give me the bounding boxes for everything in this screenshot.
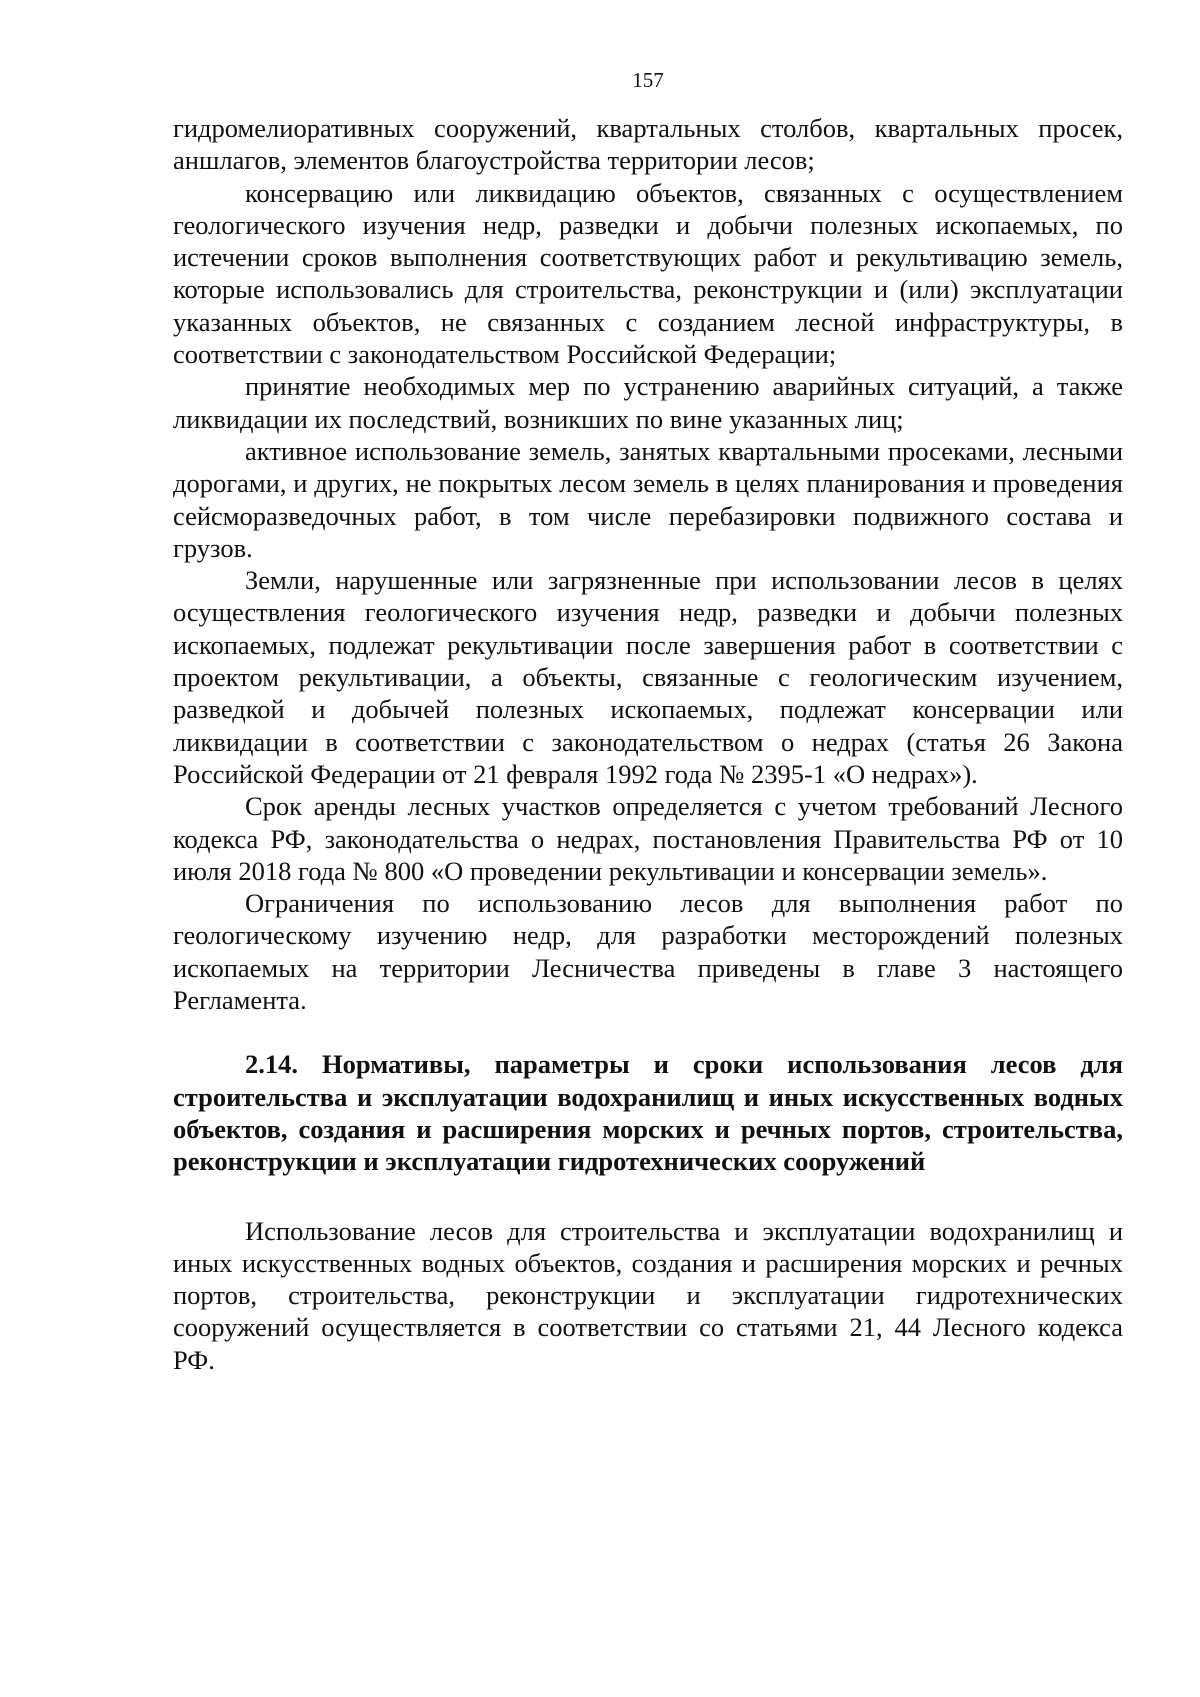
page-number: 157 (632, 68, 664, 92)
paragraph-emergency-measures: принятие необходимых мер по устранению аварийных ситуаций, а также ликвидации их последствий, возникших по вине указанных лиц; (173, 371, 1123, 434)
paragraph-conservation: консервацию или ликвидацию объектов, связанных с осуществлением геологического изучения недр, разведки и добычи полезных ископаемых, по истечении сроков выполнения соответствующих работ и рекультивацию земель, которые использовались для строительства, реконструкции и (или) эксплуатации указанных объектов, не связанных с созданием лесной инфраструктуры, в соответствии с законодательством Российской Федерации; (173, 177, 1123, 370)
section-paragraph: Использование лесов для строительства и эксплуатации водохранилищ и иных искусственных водных объектов, создания и расширения морских и речных портов, строительства, реконструкции и эксплуатации гидротехнических сооружений осуществляется в соответствии со статьями 21, 44 Лесного кодекса РФ. (173, 1215, 1123, 1375)
paragraph-land-reclamation: Земли, нарушенные или загрязненные при использовании лесов в целях осуществления геологического изучения недр, разведки и добычи полезных ископаемых, подлежат рекультивации после завершения работ в соответствии с проектом рекультивации, а объекты, связанные с геологическим изучением, разведкой и добычей полезных ископаемых, подлежат консервации или ликвидации в соответствии с законодательством о недрах (статья 26 Закона Российской Федерации от 21 февраля 1992 года № 2395-1 «О недрах»). (173, 565, 1123, 789)
paragraph-active-land-use: активное использование земель, занятых квартальными просеками, лесными дорогами, и других, не покрытых лесом земель в целях планирования и проведения сейсморазведочных работ, в том числе перебазировки подвижного состава и грузов. (173, 435, 1123, 563)
document-page (173, 68, 1123, 1376)
section-heading: 2.14. Нормативы, параметры и сроки использования лесов для строительства и эксплуатации водохранилищ и иных искусственных водных объектов, создания и расширения морских и речных портов, строительства, реконструкции и эксплуатации гидротехнических сооружений (173, 1049, 1123, 1177)
paragraph-continuation: гидромелиоративных сооружений, квартальных столбов, квартальных просек, аншлагов, элементов благоустройства территории лесов; (173, 113, 1123, 176)
paragraph-restrictions: Ограничения по использованию лесов для выполнения работ по геологическому изучению недр, для разработки месторождений полезных ископаемых на территории Лесничества приведены в главе 3 настоящего Регламента. (173, 888, 1123, 1016)
paragraph-lease-term: Срок аренды лесных участков определяется с учетом требований Лесного кодекса РФ, законодательства о недрах, постановления Правительства РФ от 10 июля 2018 года № 800 «О проведении рекультивации и консервации земель». (173, 791, 1123, 886)
